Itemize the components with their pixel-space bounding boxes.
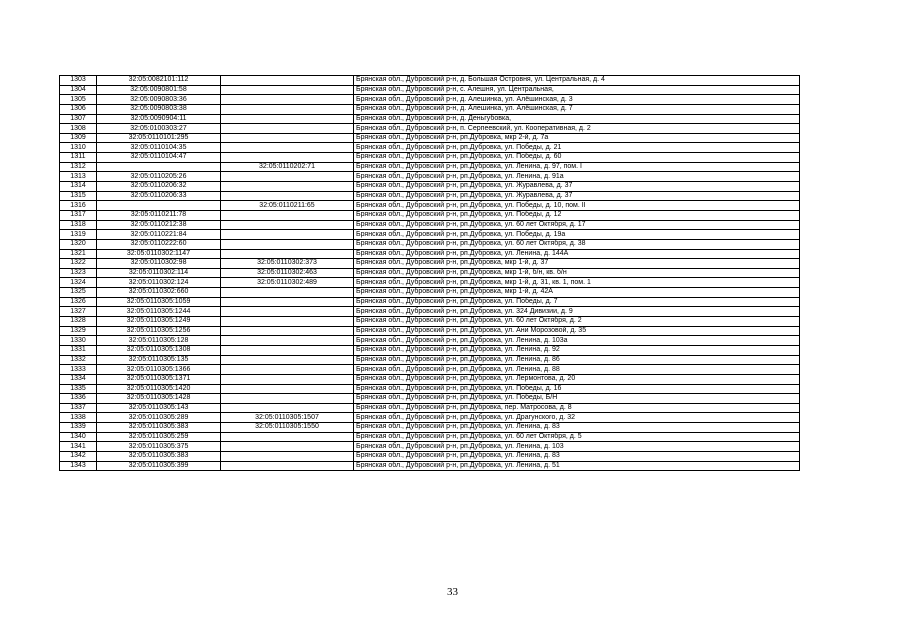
cadastral-number-cell: 32:05:0110305:259 bbox=[97, 432, 221, 442]
table-row bbox=[60, 442, 800, 452]
registry-table bbox=[59, 75, 800, 471]
related-cadastral-number-cell bbox=[221, 85, 354, 95]
row-number-cell: 1325 bbox=[60, 288, 97, 298]
registry-table-body bbox=[60, 76, 800, 471]
row-number-cell: 1310 bbox=[60, 143, 97, 153]
table-row bbox=[60, 182, 800, 192]
row-number-cell: 1309 bbox=[60, 133, 97, 143]
table-row bbox=[60, 307, 800, 317]
cadastral-number-cell: 32:05:0110305:1308 bbox=[97, 345, 221, 355]
row-number-cell: 1303 bbox=[60, 76, 97, 86]
row-number-cell: 1314 bbox=[60, 182, 97, 192]
row-number-cell: 1338 bbox=[60, 413, 97, 423]
row-number-cell: 1305 bbox=[60, 95, 97, 105]
table-row bbox=[60, 268, 800, 278]
row-number-cell: 1328 bbox=[60, 317, 97, 327]
address-cell: Брянская обл., Дубровский р-н, рп.Дубровка, ул. 60 лет Октября, д. 2 bbox=[354, 317, 800, 327]
cadastral-number-cell: 32:05:0110302:98 bbox=[97, 259, 221, 269]
address-cell: Брянская обл., Дубровский р-н, рп.Дубровка, ул. Ленина, д. 83 bbox=[354, 423, 800, 433]
row-number-cell: 1336 bbox=[60, 394, 97, 404]
address-cell: Брянская обл., Дубровский р-н, д. Алешинка, ул. Алёшинская, д. 7 bbox=[354, 104, 800, 114]
cadastral-number-cell bbox=[97, 201, 221, 211]
row-number-cell: 1306 bbox=[60, 104, 97, 114]
cadastral-number-cell: 32:05:0110305:383 bbox=[97, 451, 221, 461]
cadastral-number-cell: 32:05:0110101:295 bbox=[97, 133, 221, 143]
address-cell: Брянская обл., Дубровский р-н, рп.Дубровка, ул. Журавлева, д. 37 bbox=[354, 182, 800, 192]
address-cell: Брянская обл., Дубровский р-н, рп.Дубровка, ул. Ленина, д. 103а bbox=[354, 336, 800, 346]
related-cadastral-number-cell bbox=[221, 403, 354, 413]
row-number-cell: 1324 bbox=[60, 278, 97, 288]
related-cadastral-number-cell bbox=[221, 172, 354, 182]
address-cell: Брянская обл., Дубровский р-н, рп.Дубровка, мкр 2-й, д. 7а bbox=[354, 133, 800, 143]
row-number-cell: 1318 bbox=[60, 220, 97, 230]
table-row bbox=[60, 220, 800, 230]
table-row bbox=[60, 432, 800, 442]
address-cell: Брянская обл., Дубровский р-н, рп.Дубровка, ул. Драгунского, д. 32 bbox=[354, 413, 800, 423]
related-cadastral-number-cell bbox=[221, 288, 354, 298]
row-number-cell: 1326 bbox=[60, 297, 97, 307]
row-number-cell: 1312 bbox=[60, 162, 97, 172]
cadastral-number-cell: 32:05:0110211:78 bbox=[97, 210, 221, 220]
address-cell: Брянская обл., Дубровский р-н, рп.Дубровка, мкр 1-й, д. 37 bbox=[354, 259, 800, 269]
related-cadastral-number-cell bbox=[221, 191, 354, 201]
related-cadastral-number-cell bbox=[221, 394, 354, 404]
cadastral-number-cell: 32:05:0110104:35 bbox=[97, 143, 221, 153]
table-row bbox=[60, 191, 800, 201]
address-cell: Брянская обл., Дубровский р-н, рп.Дубровка, ул. Ани Морозовой, д. 35 bbox=[354, 326, 800, 336]
table-row bbox=[60, 133, 800, 143]
row-number-cell: 1323 bbox=[60, 268, 97, 278]
row-number-cell: 1321 bbox=[60, 249, 97, 259]
table-row bbox=[60, 451, 800, 461]
cadastral-number-cell: 32:05:0110305:1371 bbox=[97, 374, 221, 384]
related-cadastral-number-cell bbox=[221, 153, 354, 163]
address-cell: Брянская обл., Дубровский р-н, рп.Дубровка, ул. Ленина, д. 86 bbox=[354, 355, 800, 365]
table-row bbox=[60, 239, 800, 249]
row-number-cell: 1322 bbox=[60, 259, 97, 269]
address-cell: Брянская обл., Дубровский р-н, рп.Дубровка, мкр 1-й, д. 31, кв. 1, пом. 1 bbox=[354, 278, 800, 288]
cadastral-number-cell: 32:05:0110302:1147 bbox=[97, 249, 221, 259]
row-number-cell: 1337 bbox=[60, 403, 97, 413]
address-cell: Брянская обл., Дубровский р-н, рп.Дубровка, ул. 60 лет Октября, д. 5 bbox=[354, 432, 800, 442]
address-cell: Брянская обл., Дубровский р-н, д. Большая Островня, ул. Центральная, д. 4 bbox=[354, 76, 800, 86]
cadastral-number-cell: 32:05:0110305:289 bbox=[97, 413, 221, 423]
address-cell: Брянская обл., Дубровский р-н, рп.Дубровка, ул. Ленина, д. 83 bbox=[354, 451, 800, 461]
related-cadastral-number-cell bbox=[221, 451, 354, 461]
table-row bbox=[60, 114, 800, 124]
table-row bbox=[60, 143, 800, 153]
cadastral-number-cell: 32:05:0110305:143 bbox=[97, 403, 221, 413]
cadastral-number-cell: 32:05:0110305:383 bbox=[97, 423, 221, 433]
cadastral-number-cell: 32:05:0110305:1366 bbox=[97, 365, 221, 375]
table-row bbox=[60, 336, 800, 346]
cadastral-number-cell: 32:05:0110212:38 bbox=[97, 220, 221, 230]
address-cell: Брянская обл., Дубровский р-н, рп.Дубровка, ул. 60 лет Октября, д. 17 bbox=[354, 220, 800, 230]
row-number-cell: 1319 bbox=[60, 230, 97, 240]
address-cell: Брянская обл., Дубровский р-н, рп.Дубровка, ул. Журавлева, д. 37 bbox=[354, 191, 800, 201]
cadastral-number-cell: 32:05:0082101:112 bbox=[97, 76, 221, 86]
address-cell: Брянская обл., Дубровский р-н, рп.Дубровка, пер. Матросова, д. 8 bbox=[354, 403, 800, 413]
table-row bbox=[60, 249, 800, 259]
cadastral-number-cell: 32:05:0110302:124 bbox=[97, 278, 221, 288]
row-number-cell: 1331 bbox=[60, 345, 97, 355]
row-number-cell: 1308 bbox=[60, 124, 97, 134]
table-row bbox=[60, 345, 800, 355]
address-cell: Брянская обл., Дубровский р-н, рп.Дубровка, мкр 1-й, б/н, кв. б/н bbox=[354, 268, 800, 278]
related-cadastral-number-cell bbox=[221, 104, 354, 114]
row-number-cell: 1333 bbox=[60, 365, 97, 375]
cadastral-number-cell: 32:05:0110305:1059 bbox=[97, 297, 221, 307]
cadastral-number-cell: 32:05:0110305:1428 bbox=[97, 394, 221, 404]
row-number-cell: 1320 bbox=[60, 239, 97, 249]
row-number-cell: 1311 bbox=[60, 153, 97, 163]
address-cell: Брянская обл., Дубровский р-н, рп.Дубровка, ул. Ленина, д. 103 bbox=[354, 442, 800, 452]
cadastral-number-cell: 32:05:0100303:27 bbox=[97, 124, 221, 134]
related-cadastral-number-cell bbox=[221, 336, 354, 346]
address-cell: Брянская обл., Дубровский р-н, рп.Дубровка, ул. Ленина, д. 88 bbox=[354, 365, 800, 375]
cadastral-number-cell: 32:05:0110305:128 bbox=[97, 336, 221, 346]
cadastral-number-cell: 32:05:0110206:32 bbox=[97, 182, 221, 192]
related-cadastral-number-cell: 32:05:0110302:489 bbox=[221, 278, 354, 288]
address-cell: Брянская обл., Дубровский р-н, рп.Дубровка, ул. Ленина, д. 51 bbox=[354, 461, 800, 471]
address-cell: Брянская обл., Дубровский р-н, рп.Дубровка, ул. Победы, д. 21 bbox=[354, 143, 800, 153]
cadastral-number-cell: 32:05:0110305:1256 bbox=[97, 326, 221, 336]
table-row bbox=[60, 326, 800, 336]
row-number-cell: 1327 bbox=[60, 307, 97, 317]
related-cadastral-number-cell bbox=[221, 124, 354, 134]
table-row bbox=[60, 317, 800, 327]
cadastral-number-cell: 32:05:0110104:47 bbox=[97, 153, 221, 163]
cadastral-number-cell: 32:05:0110206:33 bbox=[97, 191, 221, 201]
table-row bbox=[60, 374, 800, 384]
row-number-cell: 1342 bbox=[60, 451, 97, 461]
table-row bbox=[60, 384, 800, 394]
table-row bbox=[60, 461, 800, 471]
address-cell: Брянская обл., Дубровский р-н, рп.Дубровка, ул. Победы, д. 7 bbox=[354, 297, 800, 307]
address-cell: Брянская обл., Дубровский р-н, рп.Дубровка, ул. Победы, д. 19а bbox=[354, 230, 800, 240]
table-row bbox=[60, 365, 800, 375]
address-cell: Брянская обл., Дубровский р-н, рп.Дубровка, ул. Победы, д. 12 bbox=[354, 210, 800, 220]
related-cadastral-number-cell bbox=[221, 239, 354, 249]
address-cell: Брянская обл., Дубровский р-н, д. Деньгубовка, bbox=[354, 114, 800, 124]
row-number-cell: 1307 bbox=[60, 114, 97, 124]
related-cadastral-number-cell bbox=[221, 95, 354, 105]
related-cadastral-number-cell: 32:05:0110211:65 bbox=[221, 201, 354, 211]
related-cadastral-number-cell bbox=[221, 461, 354, 471]
related-cadastral-number-cell bbox=[221, 365, 354, 375]
related-cadastral-number-cell bbox=[221, 297, 354, 307]
address-cell: Брянская обл., Дубровский р-н, рп.Дубровка, ул. Ленина, д. 144А bbox=[354, 249, 800, 259]
table-row bbox=[60, 201, 800, 211]
table-row bbox=[60, 413, 800, 423]
table-row bbox=[60, 278, 800, 288]
related-cadastral-number-cell: 32:05:0110305:1507 bbox=[221, 413, 354, 423]
cadastral-number-cell: 32:05:0110302:114 bbox=[97, 268, 221, 278]
related-cadastral-number-cell bbox=[221, 76, 354, 86]
address-cell: Брянская обл., Дубровский р-н, рп.Дубровка, ул. 60 лет Октября, д. 38 bbox=[354, 239, 800, 249]
related-cadastral-number-cell bbox=[221, 442, 354, 452]
cadastral-number-cell: 32:05:0110305:1249 bbox=[97, 317, 221, 327]
related-cadastral-number-cell: 32:05:0110202:71 bbox=[221, 162, 354, 172]
row-number-cell: 1341 bbox=[60, 442, 97, 452]
address-cell: Брянская обл., Дубровский р-н, рп.Дубровка, ул. Ленина, д. 91а bbox=[354, 172, 800, 182]
table-row bbox=[60, 95, 800, 105]
page-number: 33 bbox=[447, 586, 458, 598]
table-row bbox=[60, 210, 800, 220]
cadastral-number-cell: 32:05:0110205:26 bbox=[97, 172, 221, 182]
row-number-cell: 1315 bbox=[60, 191, 97, 201]
related-cadastral-number-cell bbox=[221, 249, 354, 259]
row-number-cell: 1334 bbox=[60, 374, 97, 384]
row-number-cell: 1304 bbox=[60, 85, 97, 95]
table-row bbox=[60, 394, 800, 404]
cadastral-number-cell: 32:05:0090801:58 bbox=[97, 85, 221, 95]
row-number-cell: 1332 bbox=[60, 355, 97, 365]
address-cell: Брянская обл., Дубровский р-н, д. Алешинка, ул. Алёшинская, д. 3 bbox=[354, 95, 800, 105]
related-cadastral-number-cell bbox=[221, 374, 354, 384]
related-cadastral-number-cell bbox=[221, 143, 354, 153]
related-cadastral-number-cell bbox=[221, 384, 354, 394]
related-cadastral-number-cell bbox=[221, 307, 354, 317]
related-cadastral-number-cell bbox=[221, 210, 354, 220]
address-cell: Брянская обл., Дубровский р-н, рп.Дубровка, ул. Ленина, д. 92 bbox=[354, 345, 800, 355]
row-number-cell: 1316 bbox=[60, 201, 97, 211]
table-row bbox=[60, 162, 800, 172]
row-number-cell: 1343 bbox=[60, 461, 97, 471]
related-cadastral-number-cell: 32:05:0110302:463 bbox=[221, 268, 354, 278]
table-row bbox=[60, 259, 800, 269]
cadastral-number-cell: 32:05:0110305:1244 bbox=[97, 307, 221, 317]
row-number-cell: 1329 bbox=[60, 326, 97, 336]
address-cell: Брянская обл., Дубровский р-н, рп.Дубровка, ул. 324 Дивизии, д. 9 bbox=[354, 307, 800, 317]
related-cadastral-number-cell bbox=[221, 182, 354, 192]
cadastral-number-cell bbox=[97, 162, 221, 172]
related-cadastral-number-cell bbox=[221, 326, 354, 336]
table-row bbox=[60, 85, 800, 95]
table-row bbox=[60, 172, 800, 182]
address-cell: Брянская обл., Дубровский р-н, рп.Дубровка, ул. Лермонтова, д. 20 bbox=[354, 374, 800, 384]
table-row bbox=[60, 297, 800, 307]
row-number-cell: 1330 bbox=[60, 336, 97, 346]
table-row bbox=[60, 124, 800, 134]
table-row bbox=[60, 403, 800, 413]
cadastral-number-cell: 32:05:0110305:375 bbox=[97, 442, 221, 452]
address-cell: Брянская обл., Дубровский р-н, рп.Дубровка, ул. Победы, д. 60 bbox=[354, 153, 800, 163]
related-cadastral-number-cell bbox=[221, 114, 354, 124]
cadastral-number-cell: 32:05:0090904:11 bbox=[97, 114, 221, 124]
address-cell: Брянская обл., Дубровский р-н, рп.Дубровка, ул. Победы, Б/Н bbox=[354, 394, 800, 404]
cadastral-number-cell: 32:05:0110221:84 bbox=[97, 230, 221, 240]
table-row bbox=[60, 104, 800, 114]
cadastral-number-cell: 32:05:0110305:135 bbox=[97, 355, 221, 365]
table-row bbox=[60, 76, 800, 86]
related-cadastral-number-cell bbox=[221, 133, 354, 143]
cadastral-number-cell: 32:05:0110305:399 bbox=[97, 461, 221, 471]
row-number-cell: 1340 bbox=[60, 432, 97, 442]
table-row bbox=[60, 153, 800, 163]
row-number-cell: 1313 bbox=[60, 172, 97, 182]
table-row bbox=[60, 423, 800, 433]
row-number-cell: 1339 bbox=[60, 423, 97, 433]
cadastral-number-cell: 32:05:0110222:60 bbox=[97, 239, 221, 249]
address-cell: Брянская обл., Дубровский р-н, рп.Дубровка, мкр 1-й, д. 42А bbox=[354, 288, 800, 298]
cadastral-number-cell: 32:05:0110302:660 bbox=[97, 288, 221, 298]
row-number-cell: 1335 bbox=[60, 384, 97, 394]
related-cadastral-number-cell: 32:05:0110305:1550 bbox=[221, 423, 354, 433]
table-row bbox=[60, 230, 800, 240]
related-cadastral-number-cell: 32:05:0110302:373 bbox=[221, 259, 354, 269]
related-cadastral-number-cell bbox=[221, 230, 354, 240]
address-cell: Брянская обл., Дубровский р-н, рп.Дубровка, ул. Победы, д. 16 bbox=[354, 384, 800, 394]
related-cadastral-number-cell bbox=[221, 355, 354, 365]
cadastral-number-cell: 32:05:0090803:36 bbox=[97, 95, 221, 105]
table-row bbox=[60, 355, 800, 365]
related-cadastral-number-cell bbox=[221, 432, 354, 442]
table-row bbox=[60, 288, 800, 298]
address-cell: Брянская обл., Дубровский р-н, с. Алешня, ул. Центральная, bbox=[354, 85, 800, 95]
related-cadastral-number-cell bbox=[221, 345, 354, 355]
related-cadastral-number-cell bbox=[221, 220, 354, 230]
row-number-cell: 1317 bbox=[60, 210, 97, 220]
cadastral-number-cell: 32:05:0110305:1420 bbox=[97, 384, 221, 394]
address-cell: Брянская обл., Дубровский р-н, рп.Дубровка, ул. Ленина, д. 97, пом. I bbox=[354, 162, 800, 172]
cadastral-number-cell: 32:05:0090803:38 bbox=[97, 104, 221, 114]
address-cell: Брянская обл., Дубровский р-н, п. Серпеевский, ул. Кооперативная, д. 2 bbox=[354, 124, 800, 134]
address-cell: Брянская обл., Дубровский р-н, рп.Дубровка, ул. Победы, д. 10, пом. II bbox=[354, 201, 800, 211]
related-cadastral-number-cell bbox=[221, 317, 354, 327]
